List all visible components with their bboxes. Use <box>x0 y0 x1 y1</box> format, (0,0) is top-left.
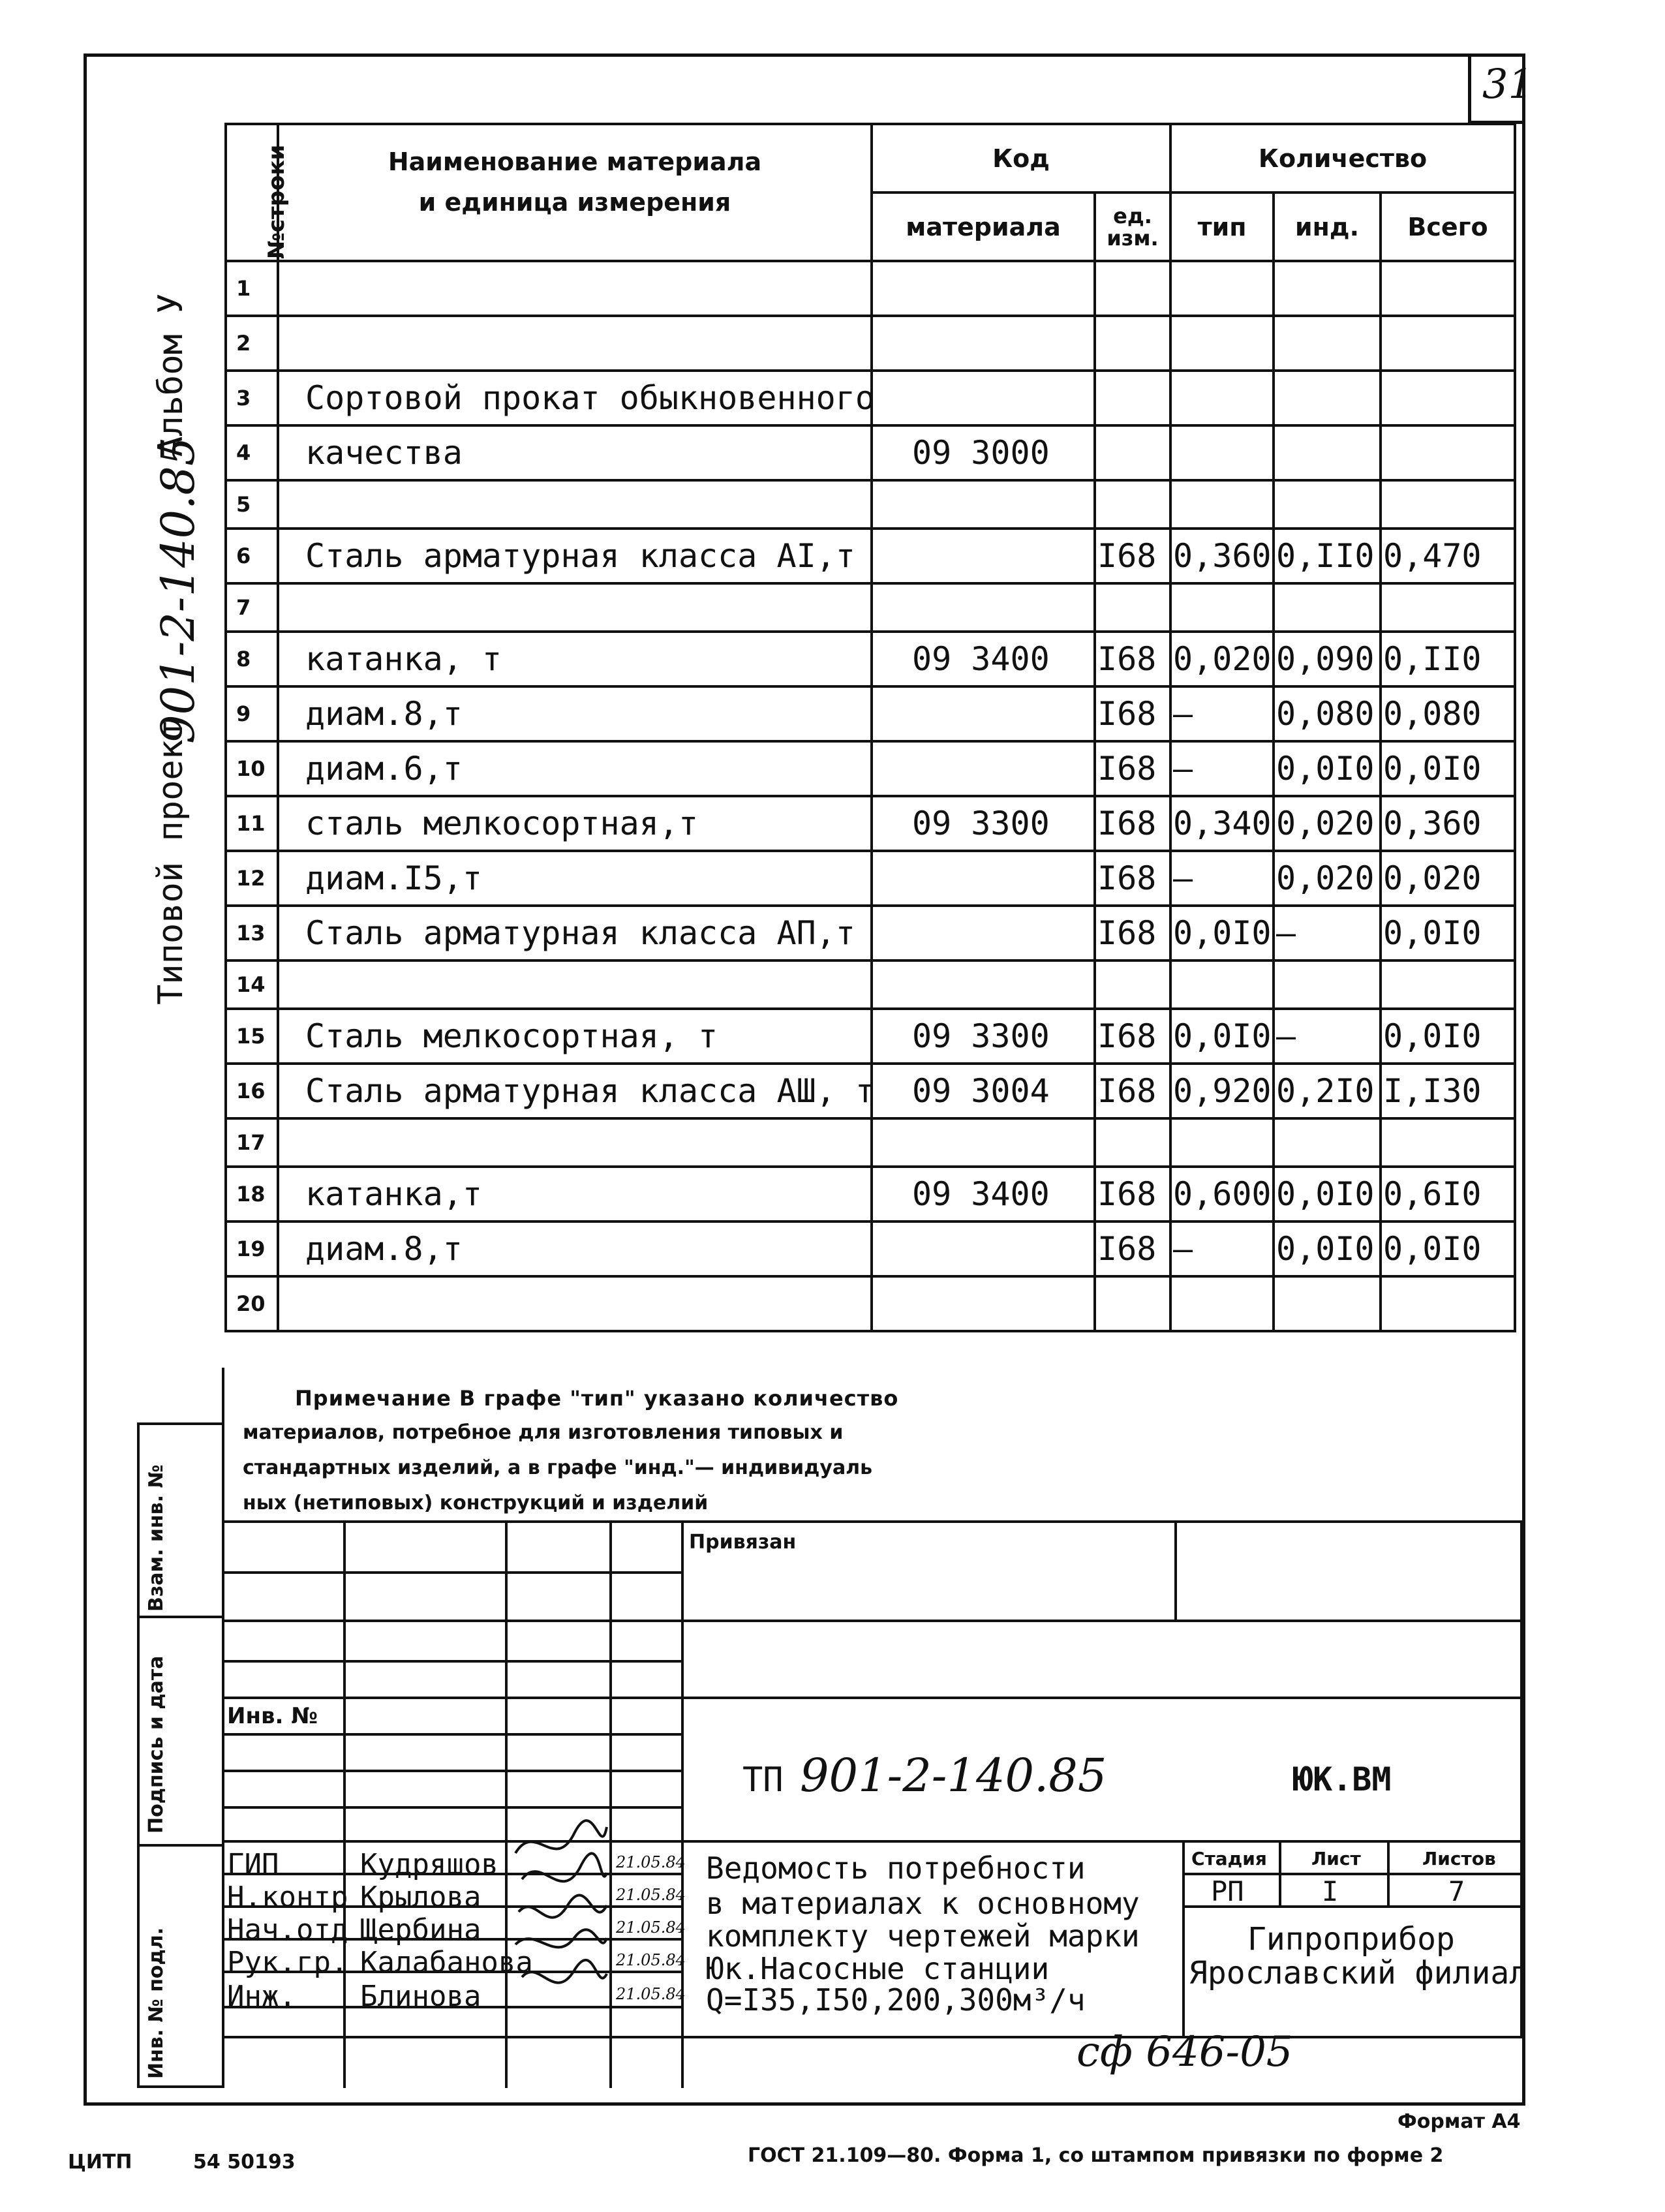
signatory-role: Н.контр <box>227 1881 348 1914</box>
material-name-cell <box>278 316 872 371</box>
header-code-unit: ед. изм. <box>1095 192 1170 261</box>
material-name-cell: диам.6,т <box>278 741 872 796</box>
unit-code-cell: I68 <box>1095 851 1170 906</box>
material-code-cell <box>872 316 1095 371</box>
quantity-total-cell: 0,0I0 <box>1381 1221 1515 1276</box>
sheet-value: I <box>1322 1875 1339 1907</box>
unit-code-cell: I68 <box>1095 1064 1170 1118</box>
header-q-type: тип <box>1170 192 1274 261</box>
row-number-cell: 12 <box>226 851 278 906</box>
material-code-cell <box>872 261 1095 316</box>
quantity-total-cell: 0,6I0 <box>1381 1167 1515 1221</box>
quantity-ind-cell: – <box>1274 906 1381 960</box>
material-code-cell: 09 3300 <box>872 1009 1095 1064</box>
material-code-cell <box>872 1276 1095 1331</box>
unit-code-cell <box>1095 1118 1170 1167</box>
material-name-cell: качества <box>278 425 872 480</box>
row-number-cell: 1 <box>226 261 278 316</box>
unit-code-cell <box>1095 371 1170 425</box>
material-name-cell: сталь мелкосортная,т <box>278 796 872 851</box>
format-label: Формат А4 <box>1398 2110 1521 2133</box>
table-row <box>226 1009 1515 1064</box>
signatory-name: Щербина <box>360 1913 481 1946</box>
quantity-ind-cell <box>1274 960 1381 1009</box>
signatory-date: 21.05.84 <box>616 1951 686 1969</box>
stage-value: РП <box>1211 1875 1244 1907</box>
unit-code-cell <box>1095 425 1170 480</box>
row-number-cell: 4 <box>226 425 278 480</box>
quantity-type-cell: 0,0I0 <box>1170 1009 1274 1064</box>
table-row <box>226 632 1515 686</box>
header-q-ind: инд. <box>1274 192 1381 261</box>
unit-code-cell: I68 <box>1095 632 1170 686</box>
row-number-cell: 2 <box>226 316 278 371</box>
quantity-type-cell: 0,920 <box>1170 1064 1274 1118</box>
material-name-cell: Сталь мелкосортная, т <box>278 1009 872 1064</box>
quantity-ind-cell: 0,0I0 <box>1274 741 1381 796</box>
footer-org: ЦИТП <box>68 2151 132 2174</box>
material-code-cell <box>872 529 1095 583</box>
quantity-ind-cell: 0,080 <box>1274 686 1381 741</box>
table-row <box>226 741 1515 796</box>
row-number-cell: 16 <box>226 1064 278 1118</box>
quantity-total-cell: 0,360 <box>1381 796 1515 851</box>
quantity-ind-cell <box>1274 425 1381 480</box>
quantity-ind-cell <box>1274 583 1381 632</box>
note-line-4: ных (нетиповых) конструкций и изделий <box>243 1492 709 1514</box>
quantity-ind-cell <box>1274 261 1381 316</box>
note-line-1: Примечание В графе "тип" указано количество <box>295 1386 899 1411</box>
stamp-title-line: Q=I35,I50,200,300м³/ч <box>706 1982 1086 2018</box>
unit-code-cell: I68 <box>1095 1221 1170 1276</box>
quantity-ind-cell: 0,2I0 <box>1274 1064 1381 1118</box>
material-name-cell <box>278 1118 872 1167</box>
quantity-ind-cell <box>1274 371 1381 425</box>
org-line-2: Ярославский филиал <box>1189 1955 1529 1991</box>
quantity-ind-cell: 0,090 <box>1274 632 1381 686</box>
header-code-material: материала <box>872 192 1095 261</box>
row-number-cell: 8 <box>226 632 278 686</box>
stamp-title-line: в материалах к основному <box>706 1886 1140 1921</box>
doc-code-number: 901-2-140.85 <box>800 1749 1107 1802</box>
quantity-ind-cell <box>1274 480 1381 529</box>
signatory-name: Калабанова <box>360 1946 533 1979</box>
quantity-total-cell: 0,470 <box>1381 529 1515 583</box>
quantity-type-cell: – <box>1170 686 1274 741</box>
row-number-cell: 13 <box>226 906 278 960</box>
unit-code-cell: I68 <box>1095 529 1170 583</box>
stamp-label-inv-podl: Инв. № подл. <box>145 1927 168 2079</box>
quantity-total-cell <box>1381 583 1515 632</box>
table-row <box>226 425 1515 480</box>
unit-code-cell: I68 <box>1095 741 1170 796</box>
sheets-label: Листов <box>1422 1848 1496 1869</box>
table-row <box>226 1276 1515 1331</box>
material-code-cell: 09 3000 <box>872 425 1095 480</box>
quantity-total-cell <box>1381 261 1515 316</box>
material-code-cell <box>872 1221 1095 1276</box>
material-code-cell <box>872 480 1095 529</box>
material-name-cell <box>278 583 872 632</box>
table-row <box>226 1167 1515 1221</box>
quantity-total-cell: 0,0I0 <box>1381 906 1515 960</box>
unit-code-cell: I68 <box>1095 796 1170 851</box>
material-name-cell: диам.8,т <box>278 1221 872 1276</box>
signatory-date: 21.05.84 <box>616 1918 686 1937</box>
quantity-ind-cell <box>1274 1276 1381 1331</box>
handwritten-code: сф 646-05 <box>1077 2028 1293 2076</box>
stage-label: Стадия <box>1191 1848 1267 1869</box>
row-number-cell: 3 <box>226 371 278 425</box>
quantity-total-cell <box>1381 425 1515 480</box>
material-code-cell: 09 3004 <box>872 1064 1095 1118</box>
table-row <box>226 1221 1515 1276</box>
row-number-cell: 9 <box>226 686 278 741</box>
table-row <box>226 960 1515 1009</box>
material-name-cell: диам.I5,т <box>278 851 872 906</box>
row-number-cell: 5 <box>226 480 278 529</box>
stamp-title-line: Юк.Насосные станции <box>706 1951 1050 1986</box>
table-row <box>226 529 1515 583</box>
unit-code-cell: I68 <box>1095 686 1170 741</box>
quantity-type-cell <box>1170 960 1274 1009</box>
note-line-3: стандартных изделий, а в графе "инд."— индивидуаль <box>243 1456 873 1479</box>
quantity-type-cell <box>1170 1276 1274 1331</box>
material-name-cell <box>278 261 872 316</box>
row-number-cell: 17 <box>226 1118 278 1167</box>
row-number-cell: 14 <box>226 960 278 1009</box>
unit-code-cell <box>1095 480 1170 529</box>
org-line-1: Гипроприбор <box>1247 1921 1455 1958</box>
material-name-cell: катанка,т <box>278 1167 872 1221</box>
table-row <box>226 1118 1515 1167</box>
quantity-ind-cell: 0,020 <box>1274 851 1381 906</box>
footer-gost: ГОСТ 21.109—80. Форма 1, со штампом привязки по форме 2 <box>748 2144 1444 2167</box>
project-label: Типовой проект <box>151 718 191 1005</box>
quantity-total-cell <box>1381 1118 1515 1167</box>
table-row <box>226 583 1515 632</box>
signatory-date: 21.05.84 <box>616 1886 686 1904</box>
quantity-type-cell <box>1170 371 1274 425</box>
row-number-cell: 15 <box>226 1009 278 1064</box>
material-code-cell <box>872 906 1095 960</box>
stamp-label-vzam: Взам. инв. № <box>145 1464 168 1612</box>
quantity-total-cell: 0,0I0 <box>1381 1009 1515 1064</box>
unit-code-cell <box>1095 1276 1170 1331</box>
signatory-name: Крылова <box>360 1881 481 1914</box>
unit-code-cell: I68 <box>1095 1009 1170 1064</box>
unit-code-cell: I68 <box>1095 1167 1170 1221</box>
unit-code-cell <box>1095 583 1170 632</box>
material-code-cell <box>872 960 1095 1009</box>
quantity-type-cell: 0,340 <box>1170 796 1274 851</box>
material-code-cell <box>872 583 1095 632</box>
signatory-role: Рук.гр. <box>227 1946 348 1979</box>
quantity-type-cell <box>1170 480 1274 529</box>
note-line-2: материалов, потребное для изготовления типовых и <box>243 1421 844 1444</box>
stamp-title-line: комплекту чертежей марки <box>706 1918 1140 1954</box>
quantity-total-cell <box>1381 1276 1515 1331</box>
sheets-value: 7 <box>1448 1875 1465 1907</box>
table-row <box>226 1064 1515 1118</box>
row-number-cell: 18 <box>226 1167 278 1221</box>
footer-number: 54 50193 <box>193 2151 296 2174</box>
signatures-image <box>509 1814 613 2036</box>
quantity-type-cell <box>1170 316 1274 371</box>
doc-mark: ЮК.ВМ <box>1293 1760 1392 1798</box>
signatory-name: Кудряшов <box>360 1848 498 1881</box>
material-name-cell: катанка, т <box>278 632 872 686</box>
quantity-ind-cell: 0,0I0 <box>1274 1167 1381 1221</box>
quantity-type-cell: – <box>1170 851 1274 906</box>
material-code-cell: 09 3400 <box>872 632 1095 686</box>
row-number-cell: 20 <box>226 1276 278 1331</box>
quantity-ind-cell: 0,0I0 <box>1274 1221 1381 1276</box>
quantity-ind-cell: 0,II0 <box>1274 529 1381 583</box>
table-row <box>226 686 1515 741</box>
material-name-cell: Сортовой прокат обыкновенного <box>278 371 872 425</box>
quantity-type-cell: 0,360 <box>1170 529 1274 583</box>
quantity-ind-cell <box>1274 316 1381 371</box>
quantity-ind-cell: 0,020 <box>1274 796 1381 851</box>
quantity-type-cell: 0,600 <box>1170 1167 1274 1221</box>
table-row <box>226 371 1515 425</box>
material-name-cell: Сталь арматурная класса АI,т <box>278 529 872 583</box>
quantity-total-cell <box>1381 960 1515 1009</box>
quantity-type-cell <box>1170 425 1274 480</box>
material-name-cell <box>278 960 872 1009</box>
material-name-cell: Сталь арматурная класса АШ, т <box>278 1064 872 1118</box>
signatory-role: ГИП <box>227 1848 279 1881</box>
material-code-cell <box>872 1118 1095 1167</box>
material-name-cell: диам.8,т <box>278 686 872 741</box>
quantity-total-cell <box>1381 371 1515 425</box>
row-number-cell: 7 <box>226 583 278 632</box>
quantity-total-cell <box>1381 316 1515 371</box>
row-number-cell: 6 <box>226 529 278 583</box>
header-code: Код <box>872 124 1170 192</box>
row-number-cell: 11 <box>226 796 278 851</box>
quantity-type-cell <box>1170 1118 1274 1167</box>
quantity-total-cell <box>1381 480 1515 529</box>
quantity-type-cell: 0,0I0 <box>1170 906 1274 960</box>
header-row-no: №строки <box>226 124 278 261</box>
stamp-label-podpis: Подпись и дата <box>145 1655 168 1834</box>
unit-code-cell <box>1095 261 1170 316</box>
quantity-type-cell: 0,020 <box>1170 632 1274 686</box>
material-name-cell: Сталь арматурная класса АП,т <box>278 906 872 960</box>
header-name: Наименование материала и единица измерения <box>278 124 872 261</box>
signatory-role: Инж. <box>227 1980 296 2013</box>
material-code-cell: 09 3300 <box>872 796 1095 851</box>
project-number: 901-2-140.85 <box>151 437 205 744</box>
quantity-total-cell: 0,0I0 <box>1381 741 1515 796</box>
stamp-title-line: Ведомость потребности <box>706 1851 1086 1886</box>
quantity-type-cell: – <box>1170 1221 1274 1276</box>
table-row <box>226 480 1515 529</box>
quantity-total-cell: 0,II0 <box>1381 632 1515 686</box>
table-row <box>226 796 1515 851</box>
table-row <box>226 851 1515 906</box>
album-label: Альбом У <box>151 293 191 457</box>
page-number: 31 <box>1482 60 1534 108</box>
material-name-cell <box>278 480 872 529</box>
sheet-label: Лист <box>1311 1848 1361 1869</box>
signatory-role: Нач.отд <box>227 1913 348 1946</box>
material-code-cell: 09 3400 <box>872 1167 1095 1221</box>
row-number-cell: 19 <box>226 1221 278 1276</box>
table-row <box>226 316 1515 371</box>
quantity-total-cell: 0,020 <box>1381 851 1515 906</box>
unit-code-cell <box>1095 960 1170 1009</box>
material-code-cell <box>872 371 1095 425</box>
quantity-ind-cell <box>1274 1118 1381 1167</box>
quantity-total-cell: I,I30 <box>1381 1064 1515 1118</box>
inv-no-label: Инв. № <box>227 1703 318 1729</box>
quantity-type-cell <box>1170 261 1274 316</box>
table-row <box>226 906 1515 960</box>
signatory-date: 21.05.84 <box>616 1853 686 1871</box>
materials-table <box>224 123 1516 1332</box>
material-code-cell <box>872 851 1095 906</box>
quantity-ind-cell: – <box>1274 1009 1381 1064</box>
unit-code-cell: I68 <box>1095 906 1170 960</box>
quantity-type-cell <box>1170 583 1274 632</box>
unit-code-cell <box>1095 316 1170 371</box>
material-code-cell <box>872 741 1095 796</box>
doc-code-prefix: ТП <box>742 1760 784 1800</box>
header-quantity: Количество <box>1170 124 1515 192</box>
material-name-cell <box>278 1276 872 1331</box>
privyazan-label: Привязан <box>689 1531 797 1554</box>
material-code-cell <box>872 686 1095 741</box>
row-number-cell: 10 <box>226 741 278 796</box>
quantity-type-cell: – <box>1170 741 1274 796</box>
header-q-total: Всего <box>1381 192 1515 261</box>
signatory-name: Блинова <box>360 1980 481 2013</box>
quantity-total-cell: 0,080 <box>1381 686 1515 741</box>
signatory-date: 21.05.84 <box>616 1985 686 2003</box>
table-row <box>226 261 1515 316</box>
